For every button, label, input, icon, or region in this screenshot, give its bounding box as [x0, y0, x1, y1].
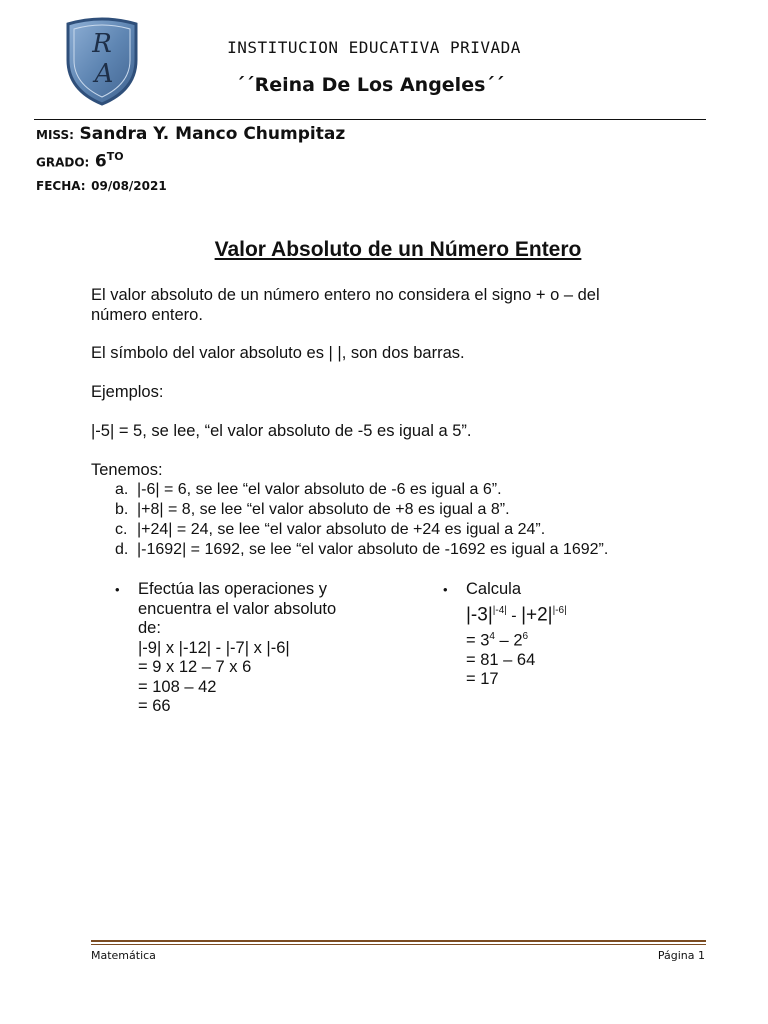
- list-item: [115, 480, 502, 500]
- expr-base: |+2|: [521, 603, 553, 625]
- grade-line: [36, 150, 124, 171]
- exercise-title: Calcula: [466, 580, 522, 598]
- svg-text:R: R: [92, 29, 112, 59]
- bullet-icon: •: [443, 582, 448, 597]
- list-item: [115, 540, 608, 560]
- list-marker: b.: [115, 501, 129, 518]
- list-item: [115, 500, 510, 520]
- footer-divider-thin: [91, 944, 706, 945]
- exercise-line: [466, 627, 567, 651]
- bullet-icon: •: [115, 582, 120, 597]
- para1-line2: número entero.: [91, 306, 203, 324]
- expr-exponent: |-6|: [552, 604, 567, 616]
- exercise-expression: [466, 600, 567, 627]
- teacher-line: [36, 124, 345, 144]
- exercise-line: = 66: [138, 697, 171, 715]
- list-marker: c.: [115, 521, 128, 538]
- examples-label: Ejemplos:: [91, 383, 164, 401]
- list-text: |-6| = 6, se lee “el valor absoluto de -6 es igual a 6”.: [137, 481, 502, 498]
- example-main: |-5| = 5, se lee, “el valor absoluto de -5 es igual a 5”.: [91, 422, 472, 440]
- expr-operator: -: [506, 606, 522, 624]
- grade-suffix: TO: [106, 150, 124, 163]
- exercise-left: [138, 580, 336, 717]
- school-name: ´´Reina De Los Angeles´´: [235, 74, 505, 96]
- date-label: FECHA:: [36, 179, 86, 193]
- expr-exponent: 4: [489, 630, 495, 642]
- list-text: |+24| = 24, se lee “el valor absoluto de +24 es igual a 24”.: [137, 521, 546, 538]
- footer-subject: Matemática: [91, 949, 156, 962]
- exercise-line: de:: [138, 619, 161, 637]
- teacher-name: Sandra Y. Manco Chumpitaz: [79, 124, 346, 144]
- date-line: [36, 175, 167, 194]
- expr-part: = 3: [466, 631, 490, 650]
- expr-part: – 2: [494, 631, 523, 650]
- exercise-line: = 17: [466, 670, 499, 689]
- para2: El símbolo del valor absoluto es | |, son dos barras.: [91, 344, 465, 362]
- grade-label: GRADO:: [36, 155, 90, 170]
- exercise-line: encuentra el valor absoluto: [138, 599, 337, 618]
- list-text: |+8| = 8, se lee “el valor absoluto de +8 es igual a 8”.: [137, 501, 510, 518]
- date-value: 09/08/2021: [91, 179, 167, 193]
- list-item: [115, 520, 545, 540]
- expr-exponent: |-4|: [492, 604, 507, 616]
- svg-text:A: A: [94, 59, 114, 89]
- list-marker: a.: [115, 481, 129, 498]
- expr-exponent: 6: [522, 630, 529, 642]
- footer-divider: [91, 940, 706, 942]
- exercise-line: = 9 x 12 – 7 x 6: [138, 658, 252, 676]
- school-type: INSTITUCION EDUCATIVA PRIVADA: [227, 38, 521, 57]
- exercise-right: [466, 580, 567, 690]
- page-title: Valor Absoluto de un Número Entero: [214, 238, 582, 261]
- footer-page-number: Página 1: [657, 949, 705, 962]
- header-divider: [34, 119, 706, 120]
- para1-line1: El valor absoluto de un número entero no considera el signo + o – del: [91, 286, 600, 304]
- grade-value: 6: [94, 151, 107, 172]
- exercise-line: Efectúa las operaciones y: [138, 580, 327, 598]
- exercise-line: |-9| x |-12| - |-7| x |-6|: [138, 638, 290, 657]
- exercise-line: = 81 – 64: [466, 650, 536, 669]
- tenemos-label: Tenemos:: [91, 461, 163, 479]
- expr-base: |-3|: [466, 603, 493, 625]
- teacher-label: MISS:: [36, 128, 74, 142]
- list-marker: d.: [115, 541, 129, 558]
- exercise-line: = 108 – 42: [138, 677, 217, 696]
- list-text: |-1692| = 1692, se lee “el valor absoluto de -1692 es igual a 1692”.: [137, 541, 609, 558]
